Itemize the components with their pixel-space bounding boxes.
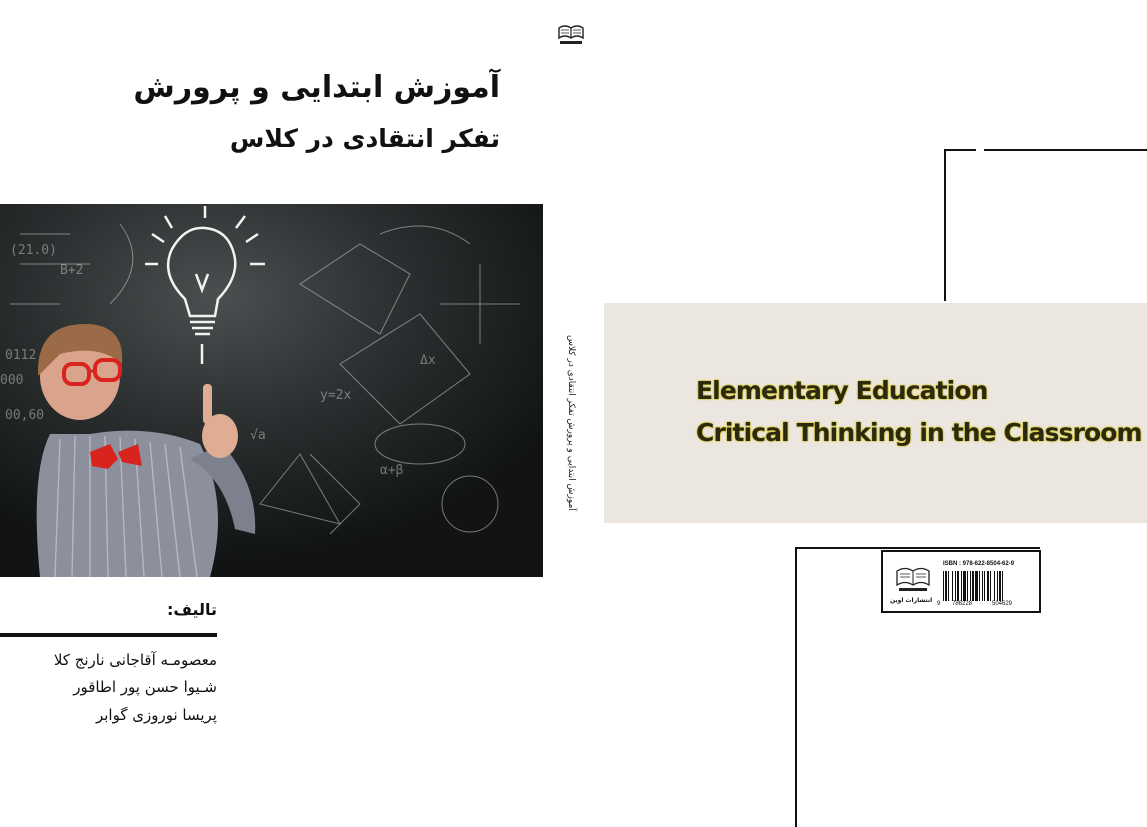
- svg-text:α+β: α+β: [380, 463, 404, 478]
- svg-text:B+2: B+2: [60, 263, 84, 278]
- cover-photo: [0, 204, 543, 577]
- author-heading: تالیف:: [166, 600, 217, 619]
- svg-text:0112: 0112: [5, 348, 37, 363]
- publisher-logo-icon: [893, 563, 933, 595]
- spine-title: آموزش ابتدایی و پرورش تفکر انتقادی در کلاس: [566, 335, 576, 511]
- isbn-text: ISBN : 978-622-8504-62-9: [943, 561, 1015, 567]
- svg-text:00,60: 00,60: [5, 408, 45, 423]
- frame-gap: [976, 148, 984, 152]
- front-title-line1: آموزش ابتدایی و پرورش: [133, 70, 500, 105]
- author-rule: [0, 633, 217, 637]
- svg-text:y=2x: y=2x: [320, 388, 352, 403]
- barcode-digit-group2: 504629: [992, 601, 1013, 607]
- barcode-icon: [943, 571, 1037, 601]
- svg-text:Δx: Δx: [420, 353, 436, 368]
- barcode-digit-group1: 786228: [952, 601, 973, 607]
- publisher-logo-icon: [556, 22, 586, 48]
- svg-text:(21.0): (21.0): [10, 243, 57, 258]
- front-title-line2: تفکر انتقادی در کلاس: [229, 124, 500, 153]
- publisher-name: انتشارات اوین: [890, 597, 933, 604]
- title-band: [604, 303, 1147, 523]
- barcode-digit-lead: 9: [937, 601, 941, 607]
- back-title-line2: Critical Thinking in the Classroom: [696, 418, 1142, 447]
- decorative-frame-top: [944, 149, 1147, 301]
- author-3: پریسا نوروزی گوابر: [95, 706, 217, 724]
- spine-text: [555, 335, 595, 525]
- author-1: معصومـه آقاجانی نارنج کلا: [53, 651, 217, 669]
- back-title-line1: Elementary Education: [696, 376, 988, 405]
- svg-text:√a: √a: [250, 428, 266, 443]
- author-2: شـیوا حسن پور اطاقور: [73, 678, 217, 696]
- svg-text:000: 000: [0, 373, 24, 388]
